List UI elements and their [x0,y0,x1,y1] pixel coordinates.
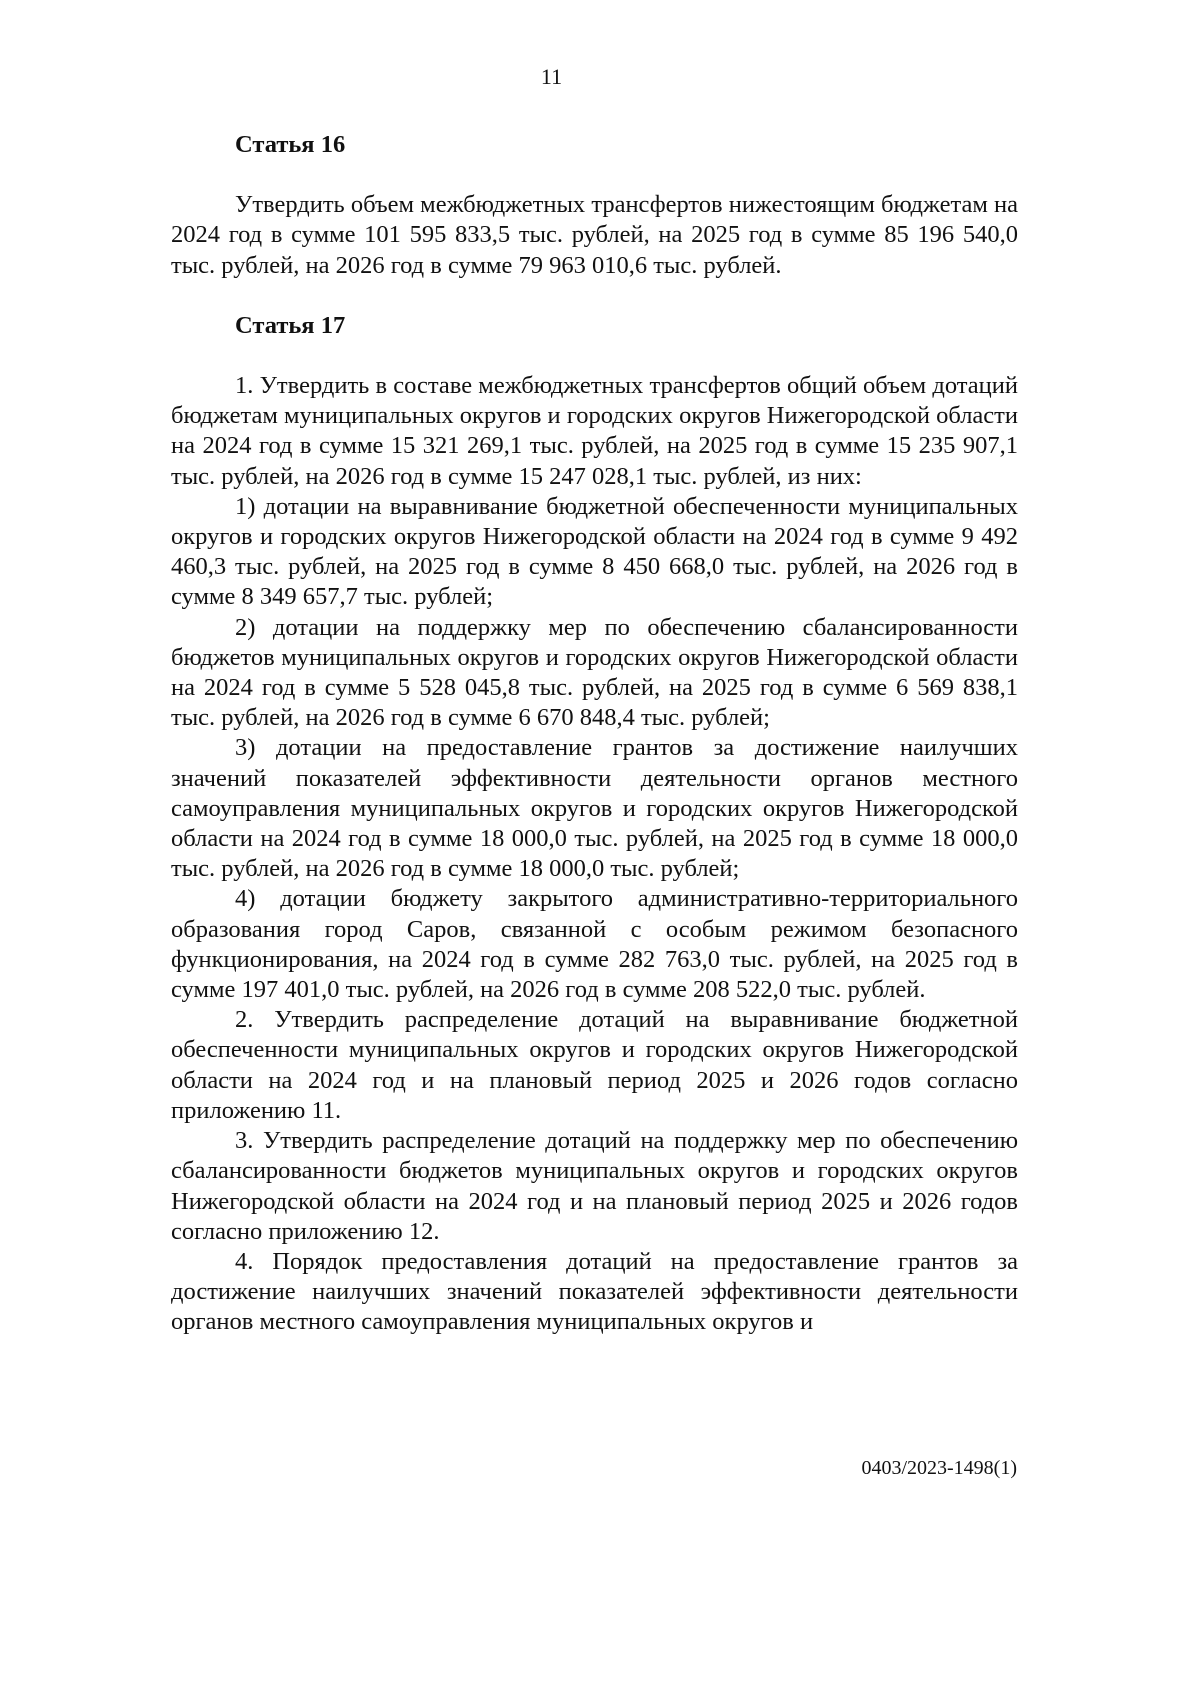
article-17-subitem: 1) дотации на выравнивание бюджетной обеспеченности муниципальных округов и городских округов Нижегородской области на 2024 год в сумме 9 492 460,3 тыс. рублей, на 2025 год в сумме 8 450 668,0 тыс. рублей, на 2026 год в сумме 8 349 657,7 тыс. рублей; [171,492,1018,611]
article-17-heading: Статья 17 [235,311,346,339]
document-code: 0403/2023-1498(1) [861,1457,1017,1479]
article-17-subitem: 3) дотации на предоставление грантов за достижение наилучших значений показателей эффективности деятельности органов местного самоуправления муниципальных округов и городских округов Нижегородской области на 2024 год в сумме 18 000,0 тыс. рублей, на 2025 год в сумме 18 000,0 тыс. рублей, на 2026 год в сумме 18 000,0 тыс. рублей; [171,734,1018,883]
article-17-paragraph: 3. Утвердить распределение дотаций на поддержку мер по обеспечению сбалансированности бюджетов муниципальных округов и городских округов Нижегородской области на 2024 год и на плановый период 2025 и 2026 годов согласно приложению 12. [171,1127,1018,1245]
document-body [171,130,1018,1338]
page-number: 11 [540,64,563,89]
article-16-heading: Статья 16 [235,131,346,158]
article-17-paragraph: 4. Порядок предоставления дотаций на предоставление грантов за достижение наилучших значений показателей эффективности деятельности органов местного самоуправления муниципальных округов и [171,1247,1018,1336]
article-16-text: Утвердить объем межбюджетных трансфертов нижестоящим бюджетам на 2024 год в сумме 101 595 833,5 тыс. рублей, на 2025 год в сумме 85 196 540,0 тыс. рублей, на 2026 год в сумме 79 963 010,6 тыс. рублей. [171,191,1018,279]
article-17-subitem: 4) дотации бюджету закрытого административно-территориального образования город Саров, связанной с особым режимом безопасного функционирования, на 2024 год в сумме 282 763,0 тыс. рублей, на 2025 год в сумме 197 401,0 тыс. рублей, на 2026 год в сумме 208 522,0 тыс. рублей. [171,885,1018,1004]
article-17-paragraph: 2. Утвердить распределение дотаций на выравнивание бюджетной обеспеченности муниципальных округов и городских округов Нижегородской области на 2024 год и на плановый период 2025 и 2026 годов согласно приложению 11. [171,1006,1018,1124]
article-17-paragraph: 1. Утвердить в составе межбюджетных трансфертов общий объем дотаций бюджетам муниципальных округов и городских округов Нижегородской области на 2024 год в сумме 15 321 269,1 тыс. рублей, на 2025 год в сумме 15 235 907,1 тыс. рублей, на 2026 год в сумме 15 247 028,1 тыс. рублей, из них: [171,372,1018,490]
article-17-subitem: 2) дотации на поддержку мер по обеспечению сбалансированности бюджетов муниципальных округов и городских округов Нижегородской области на 2024 год в сумме 5 528 045,8 тыс. рублей, на 2025 год в сумме 6 569 838,1 тыс. рублей, на 2026 год в сумме 6 670 848,4 тыс. рублей; [171,613,1018,732]
